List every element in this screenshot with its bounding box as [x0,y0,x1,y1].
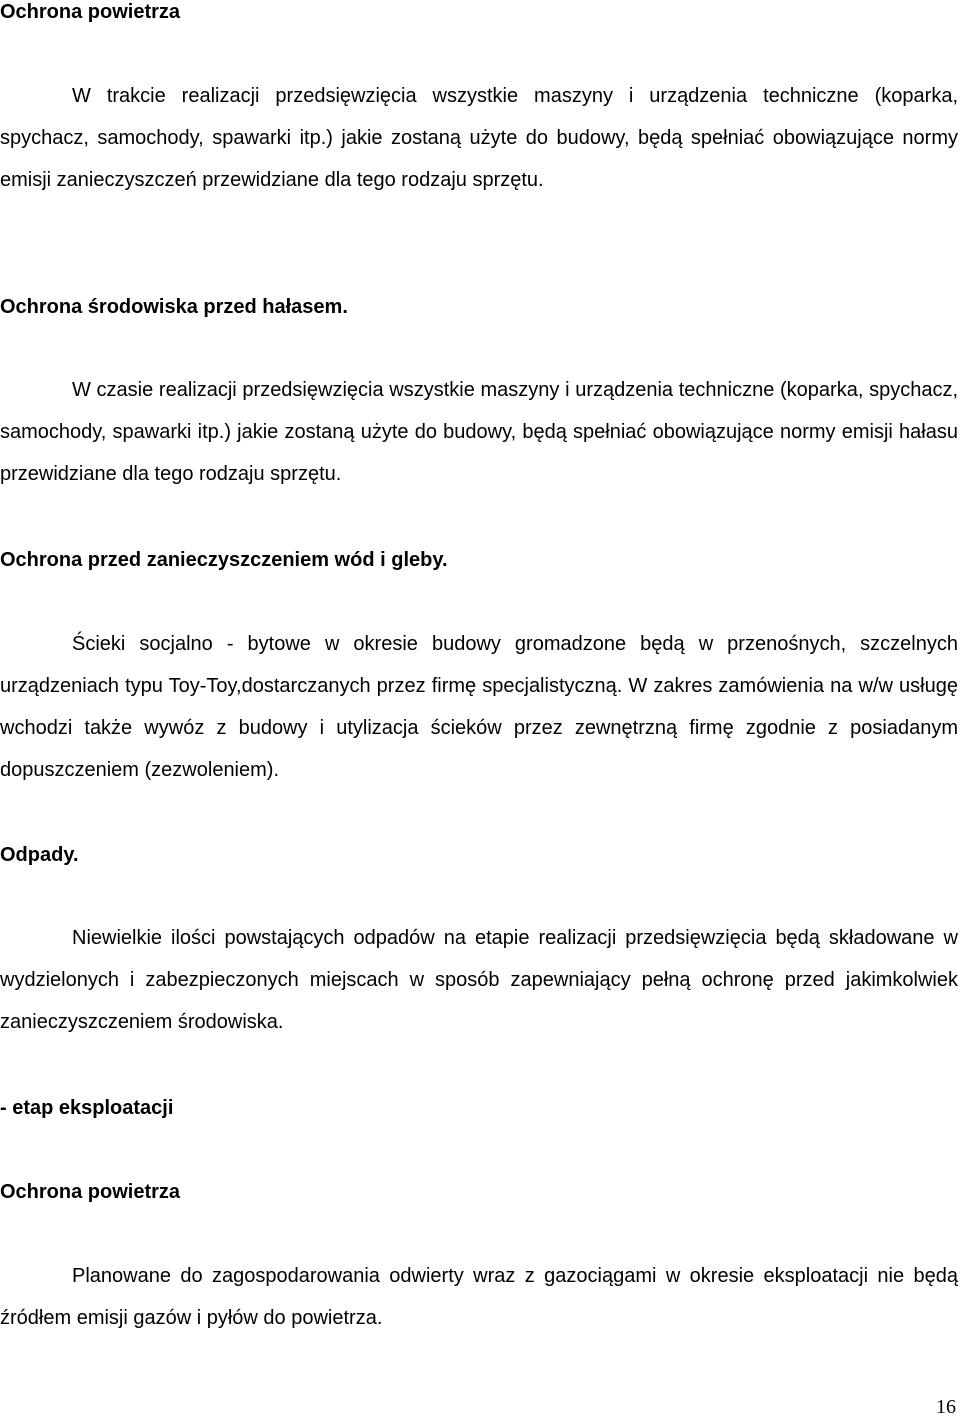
stage-heading-exploitation: - etap eksploatacji [0,1097,174,1119]
paragraph-air-protection: W trakcie realizacji przedsięwzięcia wszystkie maszyny i urządzenia techniczne (koparka, spychacz, samochody, spawarki itp.) jakie zostaną użyte do budowy, będą spełniać obowiązujące normy emisji zanieczyszczeń przewidziane dla tego rodzaju sprzętu. [0,85,958,191]
paragraph-water-soil-protection: Ścieki socjalno - bytowe w okresie budowy gromadzone będą w przenośnych, szczelnych urządzeniach typu Toy-Toy,dostarczanych przez firmę specjalistyczną. W zakres zamówienia na w/w usługę wchodzi także wywóz z budowy i utylizacja ścieków przez zewnętrzną firmę zgodnie z posiadanym dopuszczeniem (zezwoleniem). [0,633,958,781]
page-number: 16 [936,1396,956,1418]
paragraph-waste: Niewielkie ilości powstających odpadów na etapie realizacji przedsięwzięcia będą składowane w wydzielonych i zabezpieczonych miejscach w sposób zapewniający pełną ochronę przed jakimkolwiek zanieczyszczeniem środowiska. [0,927,958,1033]
section-heading-waste: Odpady. [0,844,79,866]
section-heading-air-protection: Ochrona powietrza [0,1,181,23]
section-heading-noise-protection: Ochrona środowiska przed hałasem. [0,296,348,318]
paragraph-exploitation-air: Planowane do zagospodarowania odwierty wraz z gazociągami w okresie eksploatacji nie będą źródłem emisji gazów i pyłów do powietrza. [0,1265,958,1329]
section-heading-water-soil-protection: Ochrona przed zanieczyszczeniem wód i gleby. [0,549,448,571]
paragraph-noise-protection: W czasie realizacji przedsięwzięcia wszystkie maszyny i urządzenia techniczne (koparka, spychacz, samochody, spawarki itp.) jakie zostaną użyte do budowy, będą spełniać obowiązujące normy emisji hałasu przewidziane dla tego rodzaju sprzętu. [0,379,958,485]
section-heading-exploitation-air: Ochrona powietrza [0,1181,181,1203]
